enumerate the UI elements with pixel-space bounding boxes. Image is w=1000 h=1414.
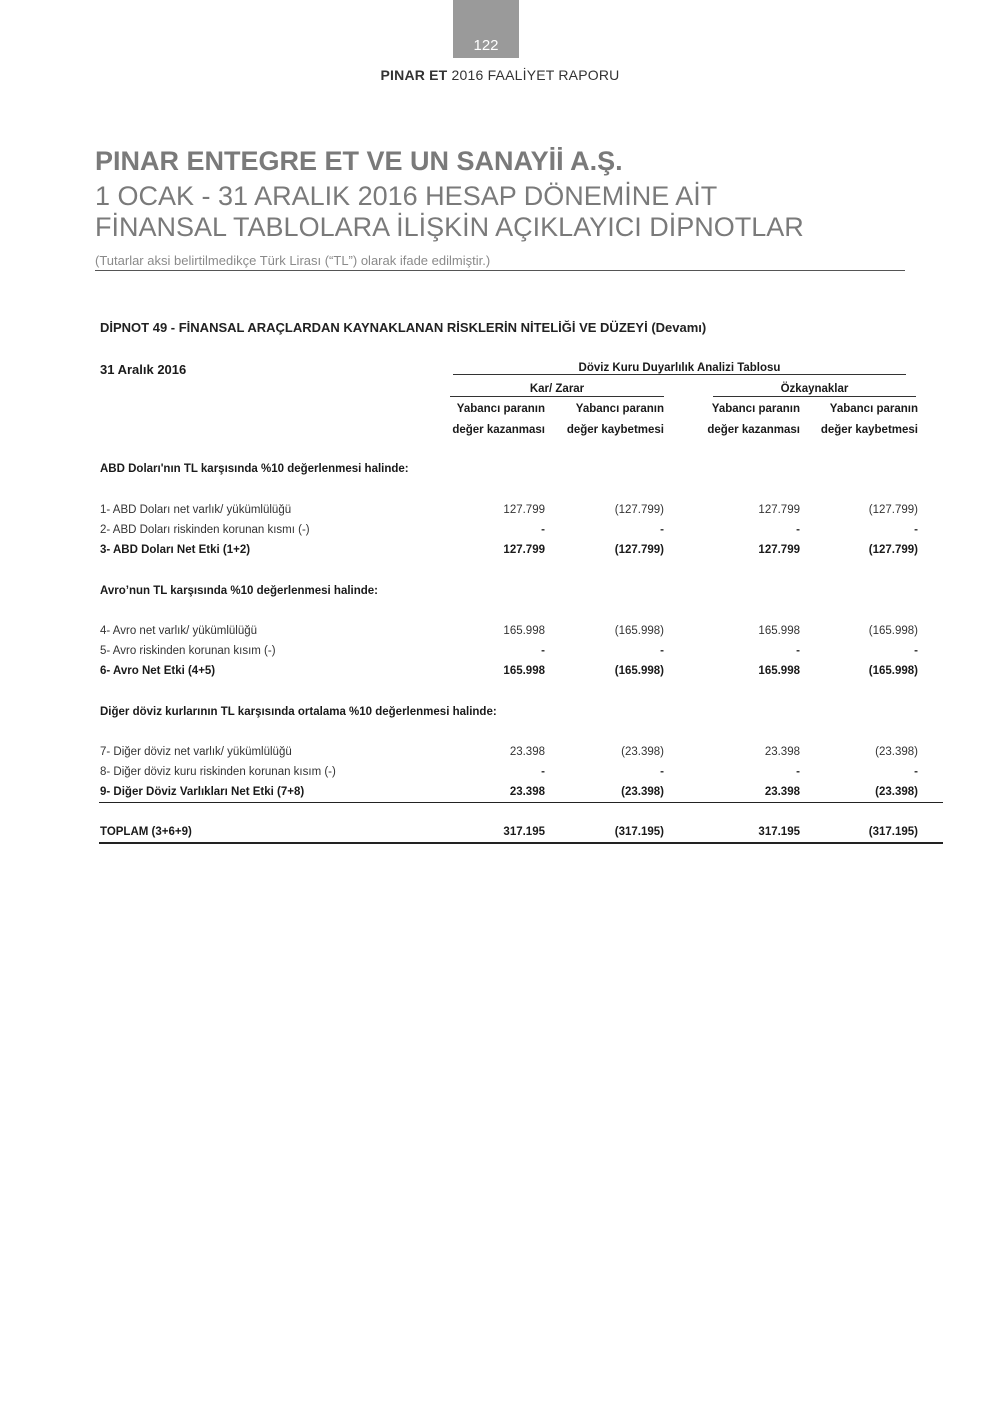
- cell-value: -: [541, 766, 545, 778]
- cell-value: (23.398): [621, 786, 664, 798]
- section-heading-usd: ABD Doları'nın TL karşısında %10 değerlenmesi halinde:: [100, 463, 409, 475]
- table-row: [0, 524, 1000, 540]
- table-row: [0, 786, 1000, 802]
- total-value: 317.195: [503, 826, 545, 838]
- cell-value: (165.998): [614, 665, 664, 677]
- cell-value: -: [796, 645, 800, 657]
- column-header: Yabancı paranın: [456, 403, 545, 415]
- group-divider-equity: [713, 396, 916, 397]
- row-label: 5- Avro riskinden korunan kısım (-): [100, 645, 276, 657]
- cell-value: (127.799): [614, 504, 664, 516]
- section-heading-other: Diğer döviz kurlarının TL karşısında ortalama %10 değerlenmesi halinde:: [100, 706, 497, 718]
- total-divider: [99, 842, 943, 844]
- cell-value: (165.998): [868, 665, 918, 677]
- table-row: [0, 766, 1000, 782]
- cell-value: -: [914, 766, 918, 778]
- total-value: (317.195): [868, 826, 918, 838]
- subtotal-divider: [99, 802, 943, 803]
- group-header-profit-loss: Kar/ Zarar: [529, 383, 585, 395]
- column-header: Yabancı paranın: [575, 403, 664, 415]
- cell-value: 23.398: [509, 746, 545, 758]
- table-row: [0, 645, 1000, 661]
- row-label: 4- Avro net varlık/ yükümlülüğü: [100, 625, 258, 637]
- cell-value: (23.398): [875, 746, 918, 758]
- total-row: [0, 826, 1000, 842]
- total-label: TOPLAM (3+6+9): [100, 826, 192, 838]
- report-name: 2016 FAALİYET RAPORU: [451, 67, 620, 83]
- table-row: [0, 504, 1000, 520]
- cell-value: (165.998): [614, 625, 664, 637]
- section-heading-eur: Avro’nun TL karşısında %10 değerlenmesi halinde:: [100, 585, 378, 597]
- report-label: [0, 67, 1000, 83]
- column-header: değer kazanması: [707, 424, 800, 436]
- period-subtitle: 1 OCAK - 31 ARALIK 2016 HESAP DÖNEMİNE AİT: [95, 181, 718, 211]
- cell-value: 165.998: [758, 665, 800, 677]
- cell-value: 165.998: [503, 665, 545, 677]
- row-label: 3- ABD Doları Net Etki (1+2): [100, 544, 251, 556]
- cell-value: -: [914, 645, 918, 657]
- header-divider: [95, 270, 905, 271]
- cell-value: 23.398: [764, 746, 800, 758]
- cell-value: 127.799: [758, 544, 800, 556]
- table-title: Döviz Kuru Duyarlılık Analizi Tablosu: [578, 362, 781, 374]
- total-value: 317.195: [758, 826, 800, 838]
- column-header: Yabancı paranın: [829, 403, 918, 415]
- cell-value: 165.998: [503, 625, 545, 637]
- page-number-tab: [453, 0, 519, 58]
- table-row: [0, 544, 1000, 560]
- cell-value: (23.398): [621, 746, 664, 758]
- table-title-divider: [453, 374, 906, 375]
- cell-value: -: [796, 766, 800, 778]
- table-row: [0, 625, 1000, 641]
- row-label: 7- Diğer döviz net varlık/ yükümlülüğü: [100, 746, 292, 758]
- cell-value: 165.998: [758, 625, 800, 637]
- cell-value: (127.799): [614, 544, 664, 556]
- column-header: Yabancı paranın: [711, 403, 800, 415]
- cell-value: (23.398): [875, 786, 918, 798]
- row-label: 2- ABD Doları riskinden korunan kısmı (-): [100, 524, 310, 536]
- table-row: [0, 665, 1000, 681]
- cell-value: -: [914, 524, 918, 536]
- table-row: [0, 746, 1000, 762]
- row-label: 6- Avro Net Etki (4+5): [100, 665, 216, 677]
- column-header: değer kazanması: [452, 424, 545, 436]
- cell-value: 127.799: [758, 504, 800, 516]
- cell-value: 127.799: [503, 544, 545, 556]
- cell-value: -: [796, 524, 800, 536]
- cell-value: -: [541, 645, 545, 657]
- cell-value: -: [660, 524, 664, 536]
- cell-value: 23.398: [509, 786, 545, 798]
- row-label: 1- ABD Doları net varlık/ yükümlülüğü: [100, 504, 292, 516]
- table-date-label: 31 Aralık 2016: [100, 362, 187, 377]
- currency-note: (Tutarlar aksi belirtilmedikçe Türk Lirası (“TL”) olarak ifade edilmiştir.): [95, 253, 491, 268]
- row-label: 8- Diğer döviz kuru riskinden korunan kısım (-): [100, 766, 336, 778]
- cell-value: -: [541, 524, 545, 536]
- company-title: PINAR ENTEGRE ET VE UN SANAYİİ A.Ş.: [95, 146, 623, 176]
- cell-value: (165.998): [868, 625, 918, 637]
- cell-value: 127.799: [503, 504, 545, 516]
- page-number: 122: [473, 37, 499, 54]
- report-brand: PINAR ET: [380, 67, 448, 83]
- cell-value: (127.799): [868, 544, 918, 556]
- column-header: değer kaybetmesi: [820, 424, 918, 436]
- cell-value: 23.398: [764, 786, 800, 798]
- row-label: 9- Diğer Döviz Varlıkları Net Etki (7+8): [100, 786, 305, 798]
- group-divider-profit-loss: [450, 396, 664, 397]
- cell-value: -: [660, 645, 664, 657]
- column-header: değer kaybetmesi: [566, 424, 664, 436]
- cell-value: -: [660, 766, 664, 778]
- notes-subtitle: FİNANSAL TABLOLARA İLİŞKİN AÇIKLAYICI DİPNOTLAR: [95, 212, 804, 242]
- group-header-equity: Özkaynaklar: [780, 383, 849, 395]
- section-title: DİPNOT 49 - FİNANSAL ARAÇLARDAN KAYNAKLANAN RİSKLERİN NİTELİĞİ VE DÜZEYİ (Devamı): [100, 320, 707, 335]
- total-value: (317.195): [614, 826, 664, 838]
- cell-value: (127.799): [868, 504, 918, 516]
